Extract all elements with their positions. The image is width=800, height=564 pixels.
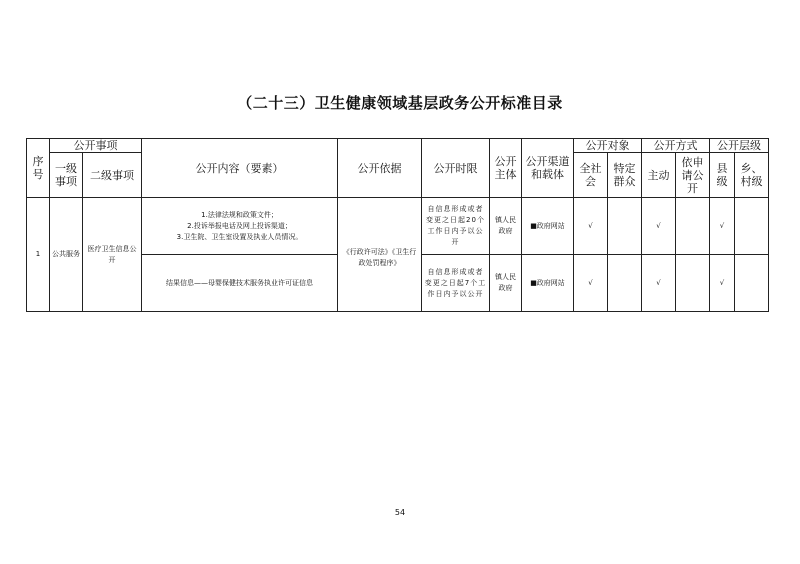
header-subject: 公开主体 [490, 139, 522, 198]
content-line: 结果信息——母婴保健技术服务执业许可证信息 [166, 278, 313, 287]
cell-method-request [676, 198, 710, 255]
page-title: （二十三）卫生健康领域基层政务公开标准目录 [237, 94, 563, 112]
cell-channel: ■政府网站 [522, 255, 574, 312]
header-audience-all: 全社会 [574, 153, 608, 198]
cell-audience-all: √ [574, 198, 608, 255]
header-channel: 公开渠道和载体 [522, 139, 574, 198]
header-level-county: 县级 [710, 153, 735, 198]
header-row-1 [27, 139, 769, 153]
cell-time: 自信息形成或者变更之日起20个工作日内予以公开 [422, 198, 490, 255]
header-seq: 序号 [27, 139, 50, 198]
cell-method-request [676, 255, 710, 312]
header-level-town: 乡、村级 [735, 153, 769, 198]
cell-level-town [735, 255, 769, 312]
cell-channel: ■政府网站 [522, 198, 574, 255]
header-audience-group: 公开对象 [574, 139, 642, 153]
cell-level-county: √ [710, 255, 735, 312]
cell-content [142, 255, 338, 312]
header-level1: 一级事项 [50, 153, 83, 198]
cell-seq: 1 [27, 198, 50, 312]
page-number: 54 [394, 508, 406, 517]
header-method-group: 公开方式 [642, 139, 710, 153]
cell-audience-specific [608, 255, 642, 312]
header-items-group: 公开事项 [50, 139, 142, 153]
header-basis: 公开依据 [338, 139, 422, 198]
cell-basis: 《行政许可法》《卫生行政处罚程序》 [338, 198, 422, 312]
cell-level-county: √ [710, 198, 735, 255]
cell-method-active: √ [642, 255, 676, 312]
header-audience-specific: 特定群众 [608, 153, 642, 198]
content-line: 3.卫生院、卫生室设置及执业人员情况。 [176, 232, 303, 241]
cell-level2: 医疗卫生信息公开 [83, 198, 142, 312]
table-row [27, 198, 769, 255]
cell-method-active: √ [642, 198, 676, 255]
cell-level1: 公共服务 [50, 198, 83, 312]
cell-audience-specific [608, 198, 642, 255]
cell-level-town [735, 198, 769, 255]
header-content: 公开内容（要素） [142, 139, 338, 198]
header-level-group: 公开层级 [710, 139, 769, 153]
cell-time: 自信息形成或者变更之日起7个工作日内予以公开 [422, 255, 490, 312]
standard-catalog-table [26, 138, 769, 312]
header-method-request: 依申请公开 [676, 153, 710, 198]
header-time: 公开时限 [422, 139, 490, 198]
content-line: 2.投诉举报电话及网上投诉渠道； [187, 221, 292, 230]
header-level2: 二级事项 [83, 153, 142, 198]
content-line: 1.法律法规和政策文件； [201, 210, 278, 219]
cell-audience-all: √ [574, 255, 608, 312]
cell-subject: 镇人民政府 [490, 198, 522, 255]
cell-content [142, 198, 338, 255]
cell-subject: 镇人民政府 [490, 255, 522, 312]
header-method-active: 主动 [642, 153, 676, 198]
